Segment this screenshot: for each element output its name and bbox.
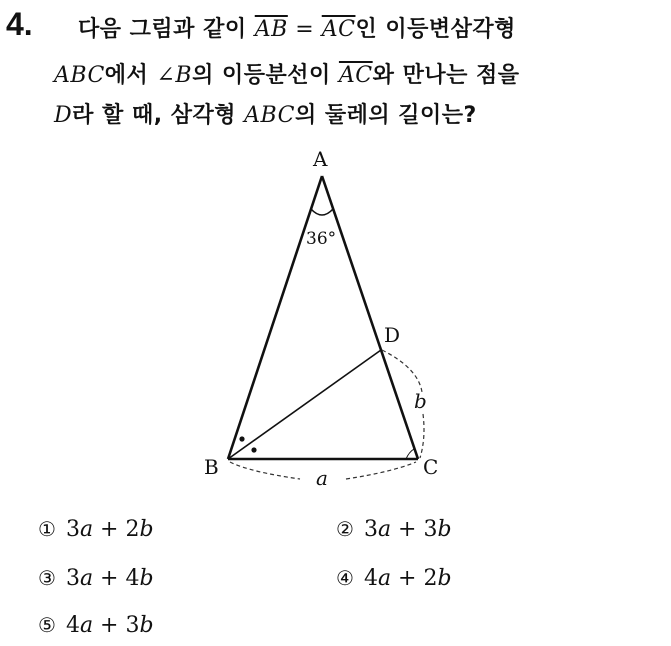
dashed-arc-a	[346, 462, 416, 479]
angle-arc-c	[406, 449, 414, 459]
point-d: D	[54, 103, 73, 128]
question-text: 의 이등분선이	[192, 63, 339, 88]
choice-expression: 4a + 2b	[363, 566, 452, 591]
dashed-arc-a	[230, 462, 300, 479]
angle-mark-dot	[251, 447, 256, 452]
vertex-label-a: A	[313, 147, 328, 171]
angle-mark-dot	[239, 436, 244, 441]
length-label-b: b	[414, 389, 427, 413]
choice-1[interactable]	[38, 517, 154, 542]
choice-number: ③	[38, 566, 56, 590]
vertex-label-c: C	[423, 455, 439, 479]
choice-number: ②	[336, 517, 354, 541]
vertex-label-d: D	[384, 323, 401, 347]
choice-number: ①	[38, 517, 56, 541]
equals-sign: =	[287, 17, 322, 42]
choice-expression: 3a + 3b	[363, 517, 452, 542]
question-number: 4.	[6, 6, 33, 42]
choice-expression: 4a + 3b	[65, 613, 154, 638]
segment-ac: $\overline{AC}$	[338, 63, 373, 88]
side-ab	[228, 176, 322, 459]
question-text: 의 둘레의 길이는?	[294, 103, 477, 128]
side-ac	[322, 176, 418, 459]
triangle-name: ABC	[54, 63, 105, 88]
angle-symbol: ∠	[156, 63, 176, 88]
dashed-arc-b	[420, 414, 424, 458]
choice-3[interactable]	[38, 566, 154, 591]
choice-expression: 3a + 4b	[65, 566, 154, 591]
angle-label: 36°	[306, 229, 337, 249]
angle-arc-a	[311, 209, 333, 215]
choice-expression: 3a + 2b	[65, 517, 154, 542]
question-text: 다음 그림과 같이	[78, 17, 255, 42]
choice-5[interactable]	[38, 613, 154, 638]
question-text: 와 만나는 점을	[372, 63, 520, 88]
question-text: 인 이등변삼각형	[355, 17, 516, 42]
triangle-name: ABC	[244, 103, 295, 128]
angle-vertex: B	[175, 63, 193, 88]
segment-ab: $\overline{AB}$	[254, 17, 288, 42]
question-text: 에서	[104, 63, 157, 88]
choice-number: ④	[336, 566, 354, 590]
choice-number: ⑤	[38, 613, 56, 637]
vertex-label-b: B	[204, 455, 219, 479]
choice-2[interactable]	[336, 517, 452, 542]
question-text: 라 할 때, 삼각형	[72, 103, 245, 128]
choice-4[interactable]	[336, 566, 452, 591]
length-label-a: a	[316, 466, 328, 490]
bisector-bd	[228, 350, 381, 459]
segment-ac: $\overline{AC}$	[321, 17, 356, 42]
